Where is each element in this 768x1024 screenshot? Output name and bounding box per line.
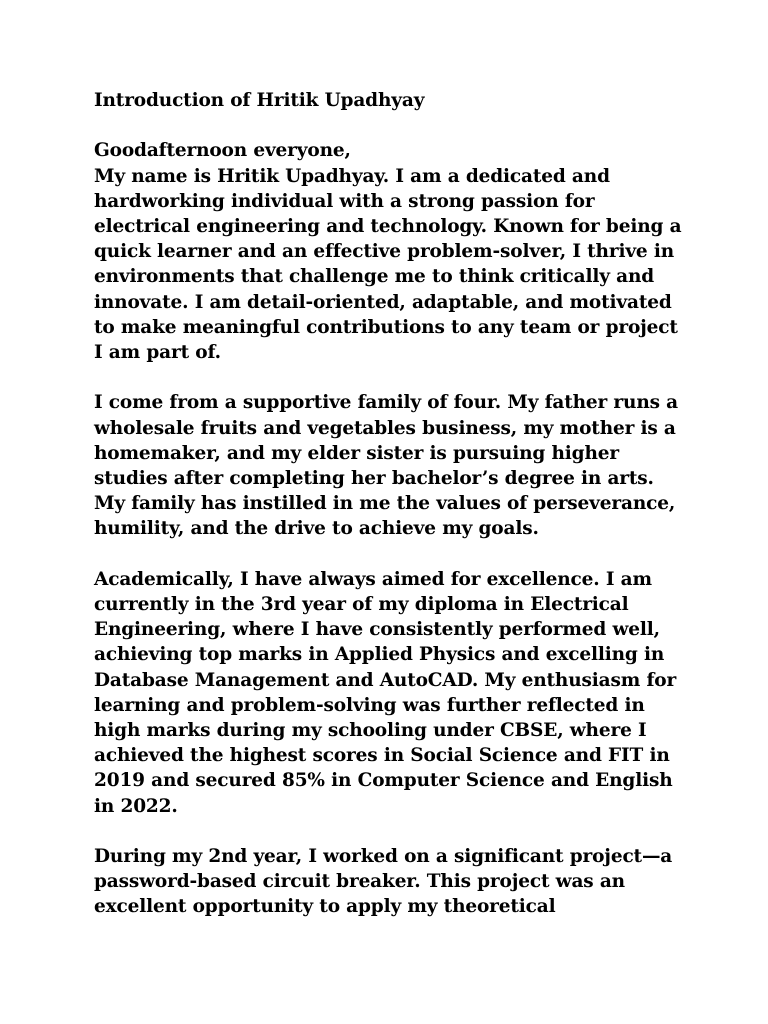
paragraph-family: I come from a supportive family of four. My father runs a wholesale fruits and vegetables business, my mother is a homemaker, and my elder sister is pursuing higher studies after completing her bachelor’s degree in arts. My family has instilled in me the values of perseverance, humility, and the drive to achieve my goals. — [94, 392, 679, 540]
paragraph-academics: Academically, I have always aimed for excellence. I am currently in the 3rd year of my diploma in Electrical Engineering, where I have consistently performed well, achieving top marks in Applied Physics and excelling in Database Management and AutoCAD. My enthusiasm for learning and problem-solving was further reflected in high marks during my schooling under CBSE, where I achieved the highest scores in Social Science and FIT in 2019 and secured 85% in Computer Science and English in 2022. — [94, 568, 677, 817]
document-body — [94, 88, 684, 920]
paragraph-project: During my 2nd year, I worked on a significant project—a password-based circuit breaker. This project was an excellent opportunity to apply my theoretical — [94, 846, 673, 918]
blank-line — [94, 365, 684, 390]
document-title: Introduction of Hritik Upadhyay — [94, 90, 425, 111]
blank-line — [94, 113, 684, 138]
greeting: Goodafternoon everyone, — [94, 140, 351, 162]
blank-line — [94, 542, 684, 567]
paragraph-about-me: My name is Hritik Upadhyay. I am a dedicated and hardworking individual with a strong passion for electrical engineering and technology. Known for being a quick learner and an effective problem-solver, I thrive in environments that challenge me to think critically and innovate. I am detail-oriented, adaptable, and motivated to make meaningful contributions to any team or project I am part of. — [94, 165, 682, 364]
blank-line — [94, 819, 684, 844]
